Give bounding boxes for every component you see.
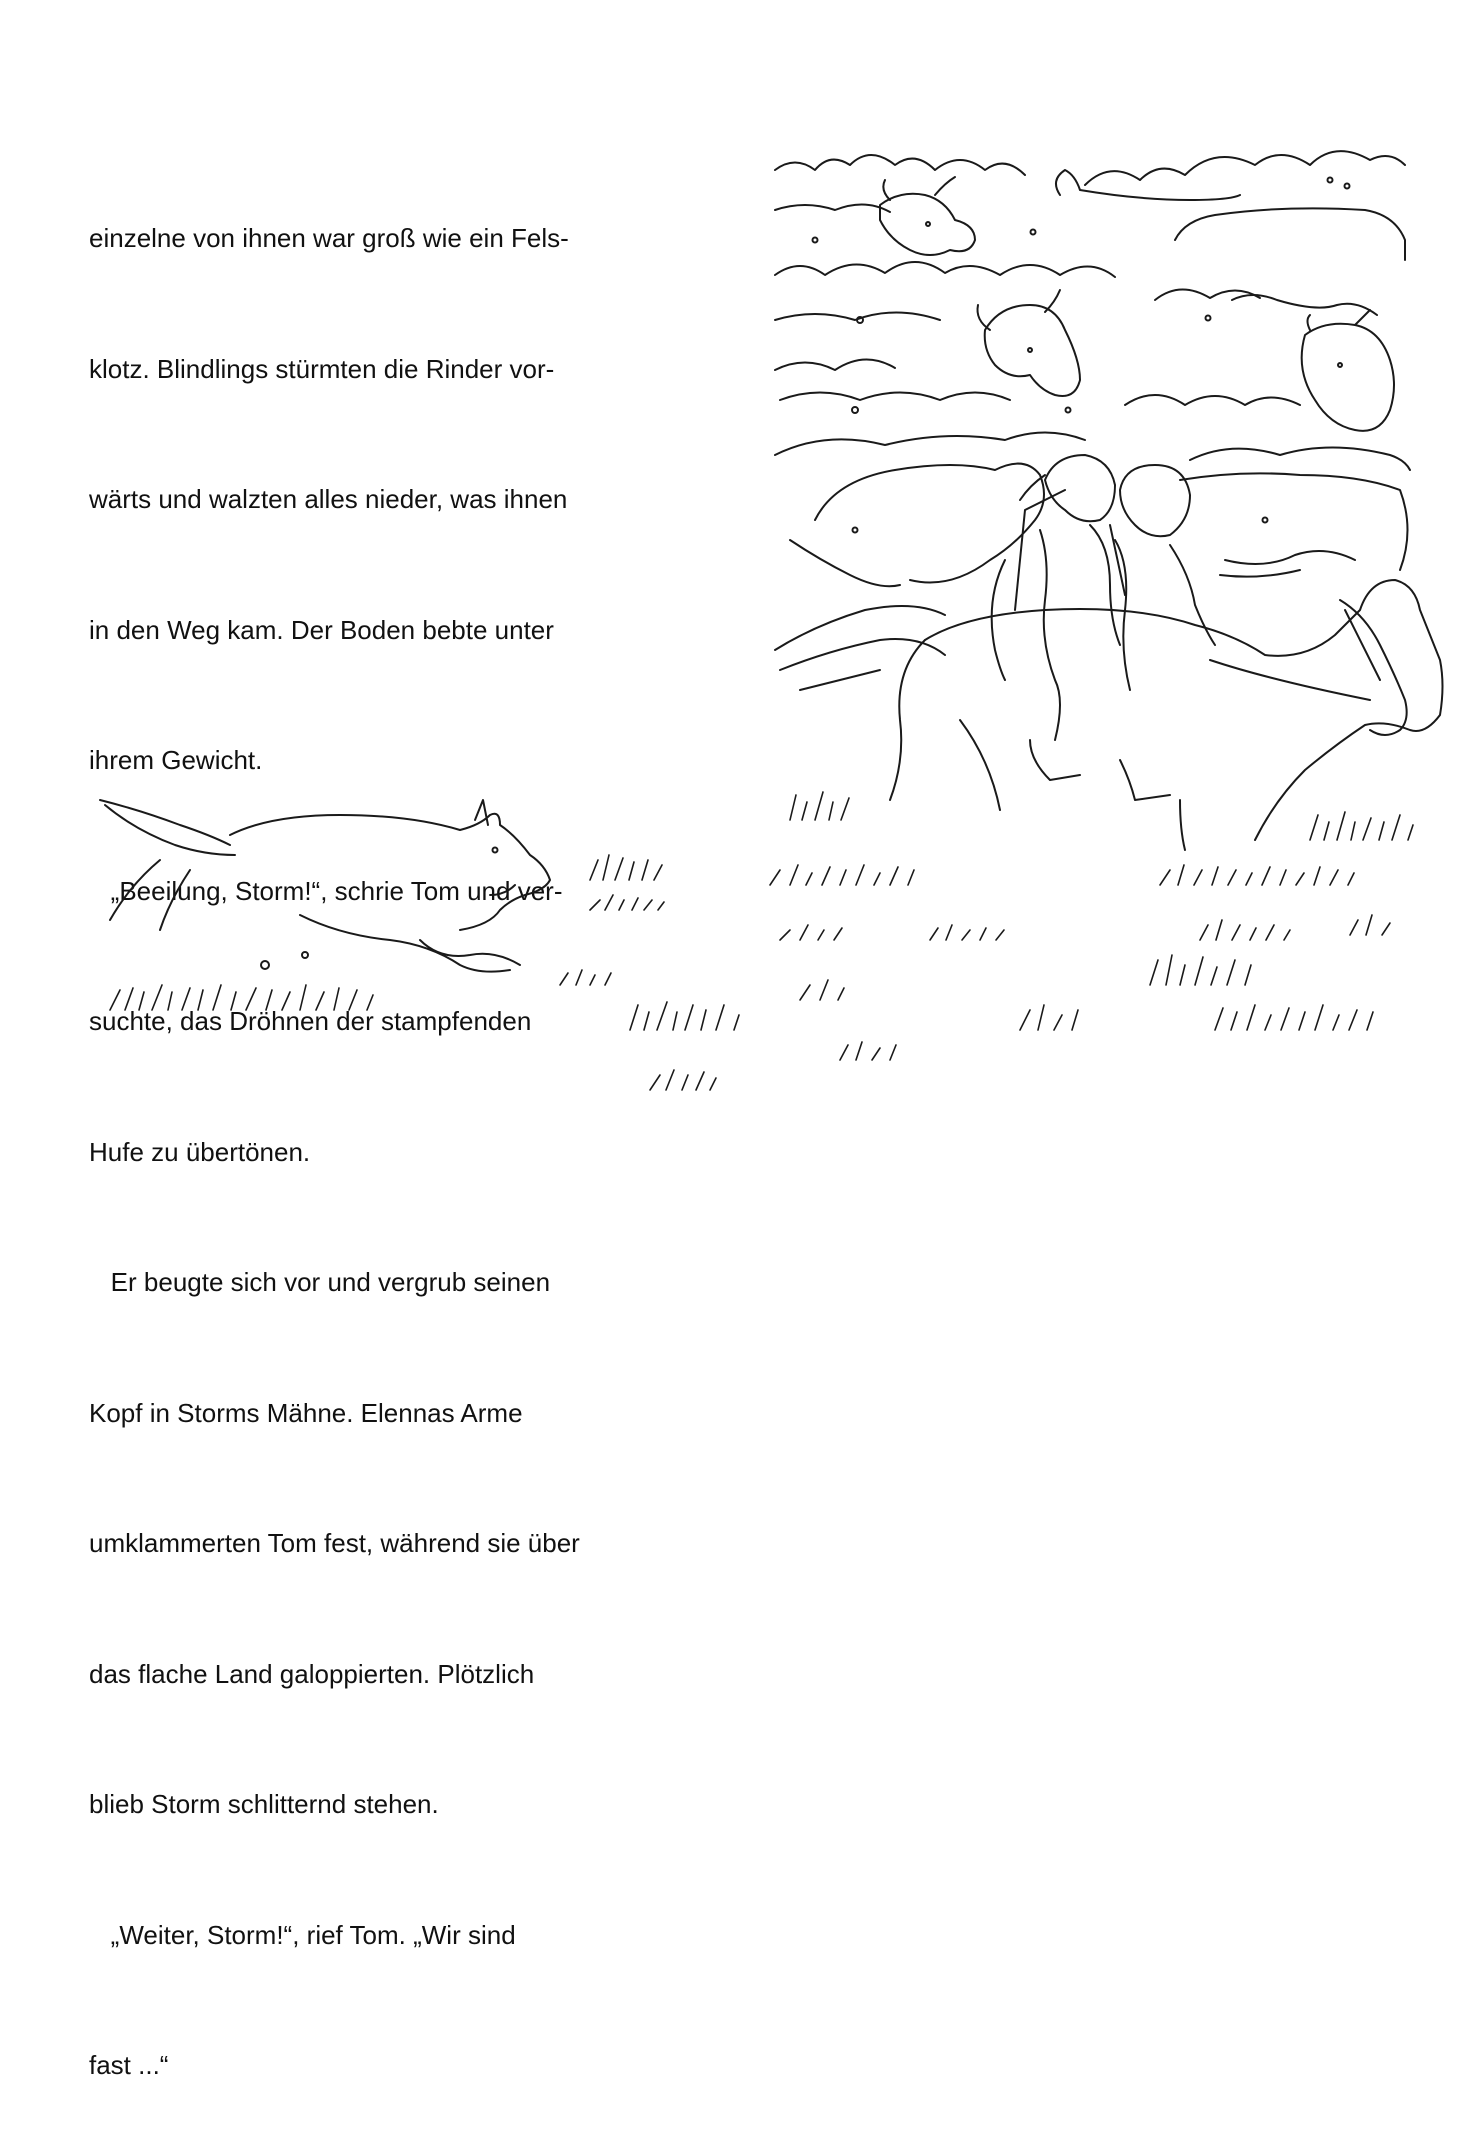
horse-with-riders (775, 455, 1443, 850)
text-line: wärts und walzten alles nieder, was ihnen (89, 484, 568, 514)
cattle-herd (775, 151, 1410, 586)
text-line: fast ...“ (89, 2050, 169, 2080)
text-line: „Weiter, Storm!“, rief Tom. „Wir sind (89, 1919, 516, 1950)
text-line: Hufe zu übertönen. (89, 1136, 311, 1167)
text-line: klotz. Blindlings stürmten die Rinder vor- (89, 353, 555, 384)
text-line: umklammerten Tom fest, während sie über (89, 1528, 580, 1558)
text-line: das flache Land galoppierten. Plötzlich (89, 1658, 535, 1689)
text-line: einzelne von ihnen war groß wie ein Fels- (89, 223, 569, 253)
story-text (89, 130, 669, 2131)
text-line: ihrem Gewicht. (89, 745, 263, 775)
text-line: „Beeilung, Storm!“, schrie Tom und ver- (89, 875, 563, 906)
text-line: Kopf in Storms Mähne. Elennas Arme (89, 1397, 523, 1428)
text-line: suchte, das Dröhnen der stampfenden (89, 1006, 532, 1036)
text-line: in den Weg kam. Der Boden bebte unter (89, 614, 554, 645)
text-line: Er beugte sich vor und vergrub seinen (89, 1267, 551, 1297)
text-line: blieb Storm schlitternd stehen. (89, 1789, 439, 1819)
